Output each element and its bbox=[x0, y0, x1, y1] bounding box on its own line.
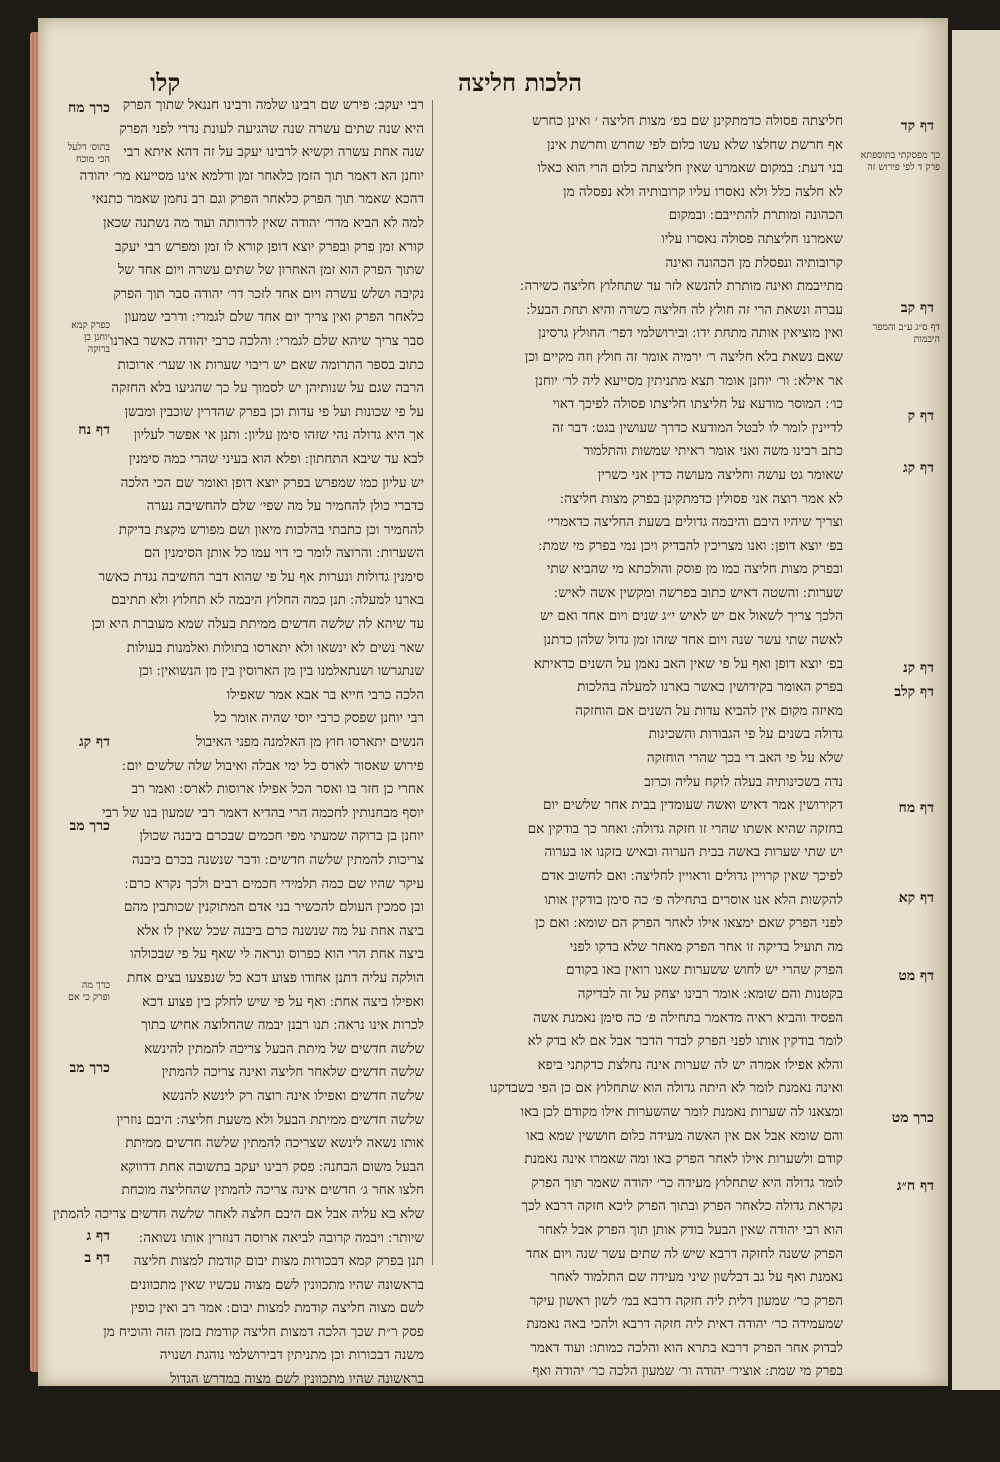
text-line: שלשה חדשים ממיתת הבעל ולא משעת חליצה ׃ היבם נוזרין bbox=[116, 1111, 424, 1128]
text-line: לפיכך שאין קרויין גדולים וראויין לחליצה ׃ ואם לחשוב אדם bbox=[541, 868, 843, 884]
right-text-column bbox=[448, 110, 843, 1408]
margin-ref: דף קנ bbox=[903, 660, 934, 676]
margin-note: כפרק קמא יוחנן בן ברוקה bbox=[71, 320, 110, 355]
text-line: ובן סמכין העולם להכשיר בני אדם המתוקנין שכותבין מהם bbox=[123, 899, 424, 916]
text-line: יוחנן בן ברוקה שמעתי מפי חכמים שבכרם ביבנה שכולן bbox=[139, 828, 424, 845]
text-line: אך היא גדולה נהי שזהו סימן עליון ׃ ותנן אי אפשר לעליון bbox=[133, 427, 424, 444]
text-line: קתני בן מן היבום ומן החליצה שם דוגמא שאול הוא דאמר bbox=[126, 1418, 424, 1435]
text-line: שלשה חדשים שלאחר חליצה ואינה צריכה להמתין bbox=[161, 1064, 424, 1081]
margin-ref: כרך מב bbox=[69, 1060, 110, 1076]
text-line: פירוש שאסור לארס כל ימי אבלה ואיבול שלה שלשים יום ׃ bbox=[122, 757, 424, 774]
margin-ref: דף ב bbox=[84, 1250, 110, 1266]
text-line: יוסף מבחנותין לחכמה הרי בהדיא דאמר רבי שמעון בנו של רבי bbox=[101, 804, 424, 821]
text-line: קודם ולשערות אילו לאחר הפרק באו ומה שאמרו אינה נאמנת bbox=[524, 1151, 843, 1168]
text-line: ומצאנו לה שערות נאמנת לומר שהשערות אילו מקודם לכן באו bbox=[520, 1103, 843, 1120]
text-line: הכהונה ומותרת להתייבם ׃ ובמקום bbox=[668, 207, 843, 224]
folio-number: קלו bbox=[150, 68, 181, 97]
text-line: נדה בשכינותיה בעלה לוקח עליה וכרוב bbox=[644, 773, 843, 790]
text-line: ואפילו ביצה אחת ׃ ואף על פי שיש לחלק בין פצוע דכא bbox=[142, 993, 424, 1010]
text-line: וצריך שיהיו היבם והיבמה גדולים בשעת החליצה כדאמרי׳ bbox=[546, 514, 843, 531]
text-line: והלא אפילו אמרה יש לה שערות אינה נחלצת כדקתני ביפא bbox=[537, 1056, 843, 1073]
text-line: שתוך הפרק הוא זמן האחרון של שתים עשרה ויום אחד של bbox=[118, 262, 424, 279]
margin-ref: כרך מט bbox=[891, 1110, 934, 1126]
facing-page-edge bbox=[952, 30, 1000, 1390]
text-line: להחמיר וכן כתבתי בהלכות מיאון ושם מפורש מקצת בדיקת bbox=[118, 521, 424, 538]
margin-ref: דף ח״ג bbox=[896, 1178, 934, 1194]
text-line: אף חרשת שחלצו שלא עשו כלום לפי שחרש וחרשת אינן bbox=[547, 136, 843, 153]
text-line: והם שומא אבל אם אין האשה מעידה כלום חוששין שמא באו bbox=[526, 1127, 843, 1144]
text-line: יוחנן הא דאמר תוך הזמן כלאחר זמן ודלמא אינו מסייעא מר׳ יהודה bbox=[79, 167, 424, 184]
text-line: פוטרות צרותיהן מן החליצה ומן היבום ומוכיח בגמרא bbox=[153, 1394, 424, 1411]
text-line: סבר צריך שיהא שלם לגמרי ׃ והלכה כרבי יהודה כאשר בארנו bbox=[110, 332, 424, 349]
text-line: הלכה כרבי חייא בר אבא אמר שאפילו bbox=[226, 686, 424, 703]
margin-note: כרך מה ופרק כי אם bbox=[68, 980, 110, 1003]
text-line: בפ׳ יוצא דופן ׃ ואנו מצריכין להבדיק ויכן נמי בפרק מי שמת ׃ bbox=[538, 537, 843, 554]
text-line: פסק ר״ת שכך הלכה דמצות חליצה קודמת בזמן הזה והוכיח מן bbox=[103, 1323, 424, 1340]
text-line: בחזקה שהיא אשתו שהרי זו חזקה גדולה ׃ ואחר כך בודקין אם bbox=[527, 820, 843, 837]
text-line: שלא בא עליה אבל אם היבם חלצה לאחר שלשה חדשים צריכה להמתין bbox=[52, 1205, 424, 1222]
text-line: ביצה אחת הרי הוא כפרוס ונראה לי שאף על פי שבכולהו bbox=[130, 946, 424, 963]
text-line: סימנין גדולות ונערות אף על פי שהוא דבר החשיבה נגדת כאשר bbox=[98, 568, 424, 585]
text-line: קרובותיה ונפסלת מן הכהונה ואינה bbox=[665, 254, 843, 271]
text-line: גדולה בשנים על פי הגבורות והשכינות bbox=[648, 726, 843, 743]
text-line: אותו נשאה לינשא שצריכה להמתין שלשה חדשים ממיתת bbox=[125, 1135, 424, 1152]
text-line: על פי שפסק שם רבינו חננאל כר׳ שמעון אינו נכון כדפי׳ שם bbox=[535, 1387, 843, 1404]
text-line: שנה אחת עשרה וקשיא לרבינו יעקב על זה דהא איתא רבי bbox=[123, 144, 424, 161]
text-line: שאם נשאת בלא חליצה ר׳ ירמיה אומר זה חולץ וזה מקיים וכן bbox=[524, 348, 843, 365]
text-line: הרבה שגם על שנותיהן יש לסמוך על כך שהגיעו בלא החזקה bbox=[111, 380, 424, 397]
margin-ref: כרך מב bbox=[69, 818, 110, 834]
text-line: הפרק כר׳ שמעון דלית ליה חזקה דרבא במ׳ לשון ראשון עיקר bbox=[529, 1292, 843, 1309]
text-line: קורא זמן פרק ובפרק יוצא דופן קורא לו זמן ומפרש רבי יעקב bbox=[115, 238, 424, 255]
margin-ref: דף קלב bbox=[894, 684, 934, 700]
text-line: בפרק מי שמת ׃ אוציר׳ יהודה ור׳ שמעון הלכה כר׳ יהודה ואף bbox=[532, 1363, 843, 1380]
text-line: שערות ׃ והשטה דאיש כתוב בפרשה ומקשין אשה לאיש ׃ bbox=[553, 584, 843, 601]
text-line: בפרק האומר בקידושין כאשר בארנו למעלה בהלכות bbox=[577, 679, 843, 696]
text-line: חליצתה פסולה כדמתקינן שם בפ׳ מצות חליצה ׳ ואינן כחרש bbox=[532, 113, 843, 129]
text-line: מה תועיל בדיקה זו אחר הפרק מאחר שלא בדקו לפני bbox=[569, 938, 843, 955]
text-line: שלא על פי האב די בכך שהרי הוחזקה bbox=[646, 750, 843, 767]
text-line: מתייבמת ואינה מותרת להנשא לזר עד שתחלוץ חליצה כשירה ׃ bbox=[520, 278, 843, 295]
text-line: מצות bbox=[397, 1441, 424, 1458]
text-line: חלצו אחר ג׳ חדשים אינה צריכה להמתין שהחליצה מוכחת bbox=[121, 1182, 424, 1199]
text-line: היא שנה שתים עשרה שנה שהגיעה לעונת נדרי לפני הפרק bbox=[119, 120, 424, 137]
margin-ref: דף קג bbox=[903, 460, 934, 476]
text-line: השערות ׃ והרוצה לומר כי דוי עמו כל אותן הסימנין הם bbox=[143, 545, 424, 562]
text-line: נקיבה ושלש עשרה ויום אחד לזכר דר׳ יהודה סבר תוך הפרק bbox=[113, 285, 424, 302]
text-line: על פי שכונות ועל פי עדות וכן בפרק שהדרין שוכבין ומבשן bbox=[124, 403, 424, 420]
text-line: לא אמר רוצה אני פסולין כדמתקינן בפרק מצות חליצה ׃ bbox=[559, 490, 843, 507]
text-line: רבי יעקב ׃ פירש שם רבינו שלמה ורבינו חננאל שתוך הפרק bbox=[122, 97, 424, 113]
text-line: דקירושין אמר דאיש ואשה שעומדין בבית אחר שלשים יום bbox=[543, 797, 843, 814]
margin-ref: דף ק bbox=[907, 408, 934, 424]
text-line: לבא עד שיבא התחתון ׃ ופלא הוא בעיני שהרי כמה סימנין bbox=[128, 450, 424, 467]
text-line: שאמרנו חליצתה פסולה נאסרו עליו bbox=[661, 230, 843, 247]
text-line: ביצה אחת על מה שנשנה כרם ביבנה שכל שאין לו אלא bbox=[136, 922, 424, 939]
text-line: הפסיד והביא ראיה מדאמר בתחילה פ׳ כה סימן נאמנת אשה bbox=[533, 1009, 843, 1026]
text-line: תנן בפרק קמא דבכורות מצות יבום קודמת למצות חליצה bbox=[133, 1253, 424, 1270]
text-line: יש עליון כמו שמפרש בפרק יוצא דופן ואומר שם הכי הלכה bbox=[120, 474, 424, 491]
text-line: בראשונה שהיו מתכוונין לשם מצוה במדרש הגדול bbox=[170, 1371, 424, 1388]
margin-ref: דף מט bbox=[898, 968, 934, 984]
text-line: כתב רבינו משה ואני אומר ראיתי שמשות והתלמוד bbox=[583, 443, 843, 460]
text-line: שנתגרשו ושנתאלמנו בין מן הארוסין בין מן הנשואין ׃ וכן bbox=[138, 663, 424, 680]
text-line: אחרי כן חזר בו ואסר הכל אפילו ארוסות לארס ׃ ואמר רב bbox=[131, 781, 424, 798]
running-header-title: הלכות חליצה bbox=[458, 68, 582, 97]
text-line: רבי יוחנן שפסק כרבי יוסי שהיה אומר כל bbox=[213, 710, 424, 727]
text-line: לכרות אינו נראה ׃ תנו רבנן יבמה שהחלוצה אחיש בתוך bbox=[140, 1017, 424, 1034]
text-line: משנה דבכורות וכן מתניתין דבירושלמי נוהגת ושנויה bbox=[159, 1347, 424, 1364]
text-line: לבדוק אחר הפרק דרבא בתרא הוא והלכה כמותו ׃ ועוד דאמר bbox=[530, 1339, 843, 1356]
column-divider bbox=[432, 100, 433, 1265]
text-line: שיותר ׃ ויבמה קרובה לביאה ארוסה דנוזרין אותו נשואה ׃ bbox=[139, 1229, 424, 1246]
text-line: לא חלצה כלל ולא נאסרו עליו קרובותיה ולא נפסלה מן bbox=[563, 183, 843, 200]
text-line: בקטנות והם שומא ׃ אומר רבינו יצחק על זה לבדיקה bbox=[577, 985, 843, 1002]
text-line: הלכך צריך לשאול אם יש לאיש י״ג שנים ויום אחד ואם יש bbox=[540, 608, 843, 625]
text-line: צריכות להמתין שלשה חדשים ׃ ודבר שנשנה בכרם ביבנה bbox=[132, 852, 424, 868]
text-line: כדברי כולן להחמיר על מה שפי׳ שלם להחשיבה נערה bbox=[146, 498, 424, 515]
text-line: שלשה חדשים של מיתת הבעל צריכה להמתין להינשא bbox=[144, 1040, 424, 1057]
margin-note: דף ס״ג ע״ב והמפר היבמות bbox=[872, 322, 940, 345]
text-line: עברה ונשאת הרי זה חולץ לה חליצה כשרה והיא תחת הבעל ׃ bbox=[526, 301, 843, 318]
text-line: שאר נשים לא ינשאו ולא יתארסו בתולות ואלמנות בעולות bbox=[126, 639, 424, 656]
text-line: לפני הפרק שאם ימצאו אילו לאחר הפרק הם שומא ׃ ואם כן bbox=[535, 915, 843, 932]
text-line: ובפרק מצות חליצה כמו מן פוסק והולכתא מי שהביא שתי bbox=[546, 561, 843, 578]
text-line: הבעל משום הבחנה ׃ פסק רבינו יעקב בתשובה אחת דדווקא bbox=[120, 1158, 424, 1175]
text-line: יש שתי שערות באשה בבית הערוה ובאיש בזקנו או בערוה bbox=[544, 844, 843, 861]
text-line: שלשה חדשים ואפילו אינה רוצה רק לינשא להנשא bbox=[162, 1087, 424, 1104]
text-line: כו׳ ׃ המוסר מודעא על חליצתו חליצתו פסולה לפיכך דאוי bbox=[552, 396, 843, 413]
text-line: בני דעת ׃ במקום שאמרנו שאין חליצתה כלום הרי הוא כאלו bbox=[537, 160, 843, 177]
text-line: הוא רבי יהודה שאין הבעל בודק אותן תוך הפרק אבל לאחר bbox=[538, 1221, 843, 1238]
margin-ref: דף קד bbox=[900, 118, 934, 134]
text-line: לשם מצוה חליצה קודמת למצות יבום ׃ אמר רב ואין כופין bbox=[130, 1300, 424, 1317]
text-line: אר אילא ׃ ור׳ יוחנן אומר תצא מתניתין מסייעא ליה לר׳ יוחנן bbox=[535, 372, 843, 389]
margin-ref: דף נח bbox=[78, 422, 110, 438]
margin-note: בתוס׳ דלעל הכי מוכח bbox=[67, 142, 110, 165]
text-line: להקשות הלא אנו אוסרים בתחילה פ׳ כה סימן בודקין אותו bbox=[544, 891, 843, 908]
margin-note: כך מפסקתי בתוספתא פרק ד לפי פירוש זה bbox=[860, 150, 940, 173]
text-line: נאמנת ואף על גב דבלשון שיני מעידה שם התלמוד לאחר bbox=[550, 1269, 843, 1286]
text-line: לומר גדולה היא שתחלוץ מעידה כר׳ יהודה שאמר תוך הפרק bbox=[531, 1174, 843, 1191]
text-line: בארנו למעלה ׃ תנן כמה החלוץ היבמה לא תחלוץ ולא תתיבם bbox=[111, 592, 424, 609]
margin-ref: כרך מח bbox=[67, 100, 110, 116]
text-line: בראשונה שהיו מתכוונין לשם מצוה עכשיו שאין מתכוונים bbox=[130, 1276, 424, 1293]
text-line: שאומר גט עושה וחליצה מעושה כדין אני כשרין bbox=[597, 466, 843, 483]
margin-ref: דף ג bbox=[86, 1228, 110, 1244]
text-line: הולקה עליה דתנן אחודו פצוע דכא כל שנפצעו בצים אחת bbox=[127, 969, 424, 986]
text-line: הנשים יתארסו חוץ מן האלמנה מפני האיבול bbox=[195, 734, 424, 751]
text-line: ואין מוציאין אותה מתחת ידו ׃ ובירושלמי דפר׳ החולץ גרסינן bbox=[538, 325, 843, 342]
text-line: מאיזה מקום אין להביא עדות על השנים אם הוחזקה bbox=[575, 702, 843, 719]
text-line: לאשה שתי עשר שנה ויום אחד שזהו זמן גדול שלהן כדתנן bbox=[543, 632, 843, 649]
text-line: כלאחר הפרק ואין צריך יום אחד שלם לגמרי ׃ ודרבי שמעון bbox=[124, 309, 424, 326]
text-line: הפרק שהרי יש לחוש ששערות שאנו רואין באו בקודם bbox=[566, 962, 843, 979]
text-line: נקראת גדולה כלאחר הפרק ובתוך הפרק ליכא חזקה דרבא לכך bbox=[521, 1198, 843, 1215]
text-line: למה לא הביא מדר׳ יהודה שאין לדרותה ועוד מה נשתנה שכאן bbox=[103, 214, 424, 231]
margin-ref: דף קב bbox=[900, 300, 934, 316]
text-line: דהכא שאמר תוך הפרק כלאחר הפרק וגם רב נחמן שאמר כתנאי bbox=[92, 191, 424, 208]
margin-ref: דף קג bbox=[79, 734, 110, 750]
margin-ref: דף קא bbox=[898, 890, 934, 906]
text-line: הפרק ששנה לחזקה דרבא שיש לה שתים עשר שנה ויום אחד bbox=[525, 1245, 843, 1262]
text-line: עיקר שהיו שם כמה תלמידי חכמים רבים ולכך נקרא כרם ׃ bbox=[124, 875, 424, 892]
text-line: ואינה נאמנת לומר לא היתה גדולה הוא שתחלוץ אם כן הפי כשבדקנו bbox=[489, 1080, 843, 1097]
text-line: שמעמידה כר׳ יהודה דאית ליה חזקה דרבא ולהכי באה נאמנת bbox=[526, 1316, 843, 1333]
margin-ref: דף מח bbox=[898, 800, 934, 816]
text-line: בפ׳ יוצא דופן ואף על פי שאין האב נאמן על השנים כדאיתא bbox=[533, 655, 843, 672]
text-line: עד שיהא לה שלשה חדשים ממיתת בעלה שמא מעוברת היא וכן bbox=[91, 616, 424, 633]
text-line: כתוב בספר התרומה שאם יש ריבוי שערות או שער׳ ארוכות bbox=[117, 356, 424, 373]
text-line: לדיינין לומר לו לבטל המודעא כדרך שעושין בגט ׃ דבר זה bbox=[552, 419, 843, 436]
text-line: לומר בודקין אותו לפני הפרק לבדר הדבר אבל אם לא בדק לא bbox=[527, 1033, 843, 1050]
